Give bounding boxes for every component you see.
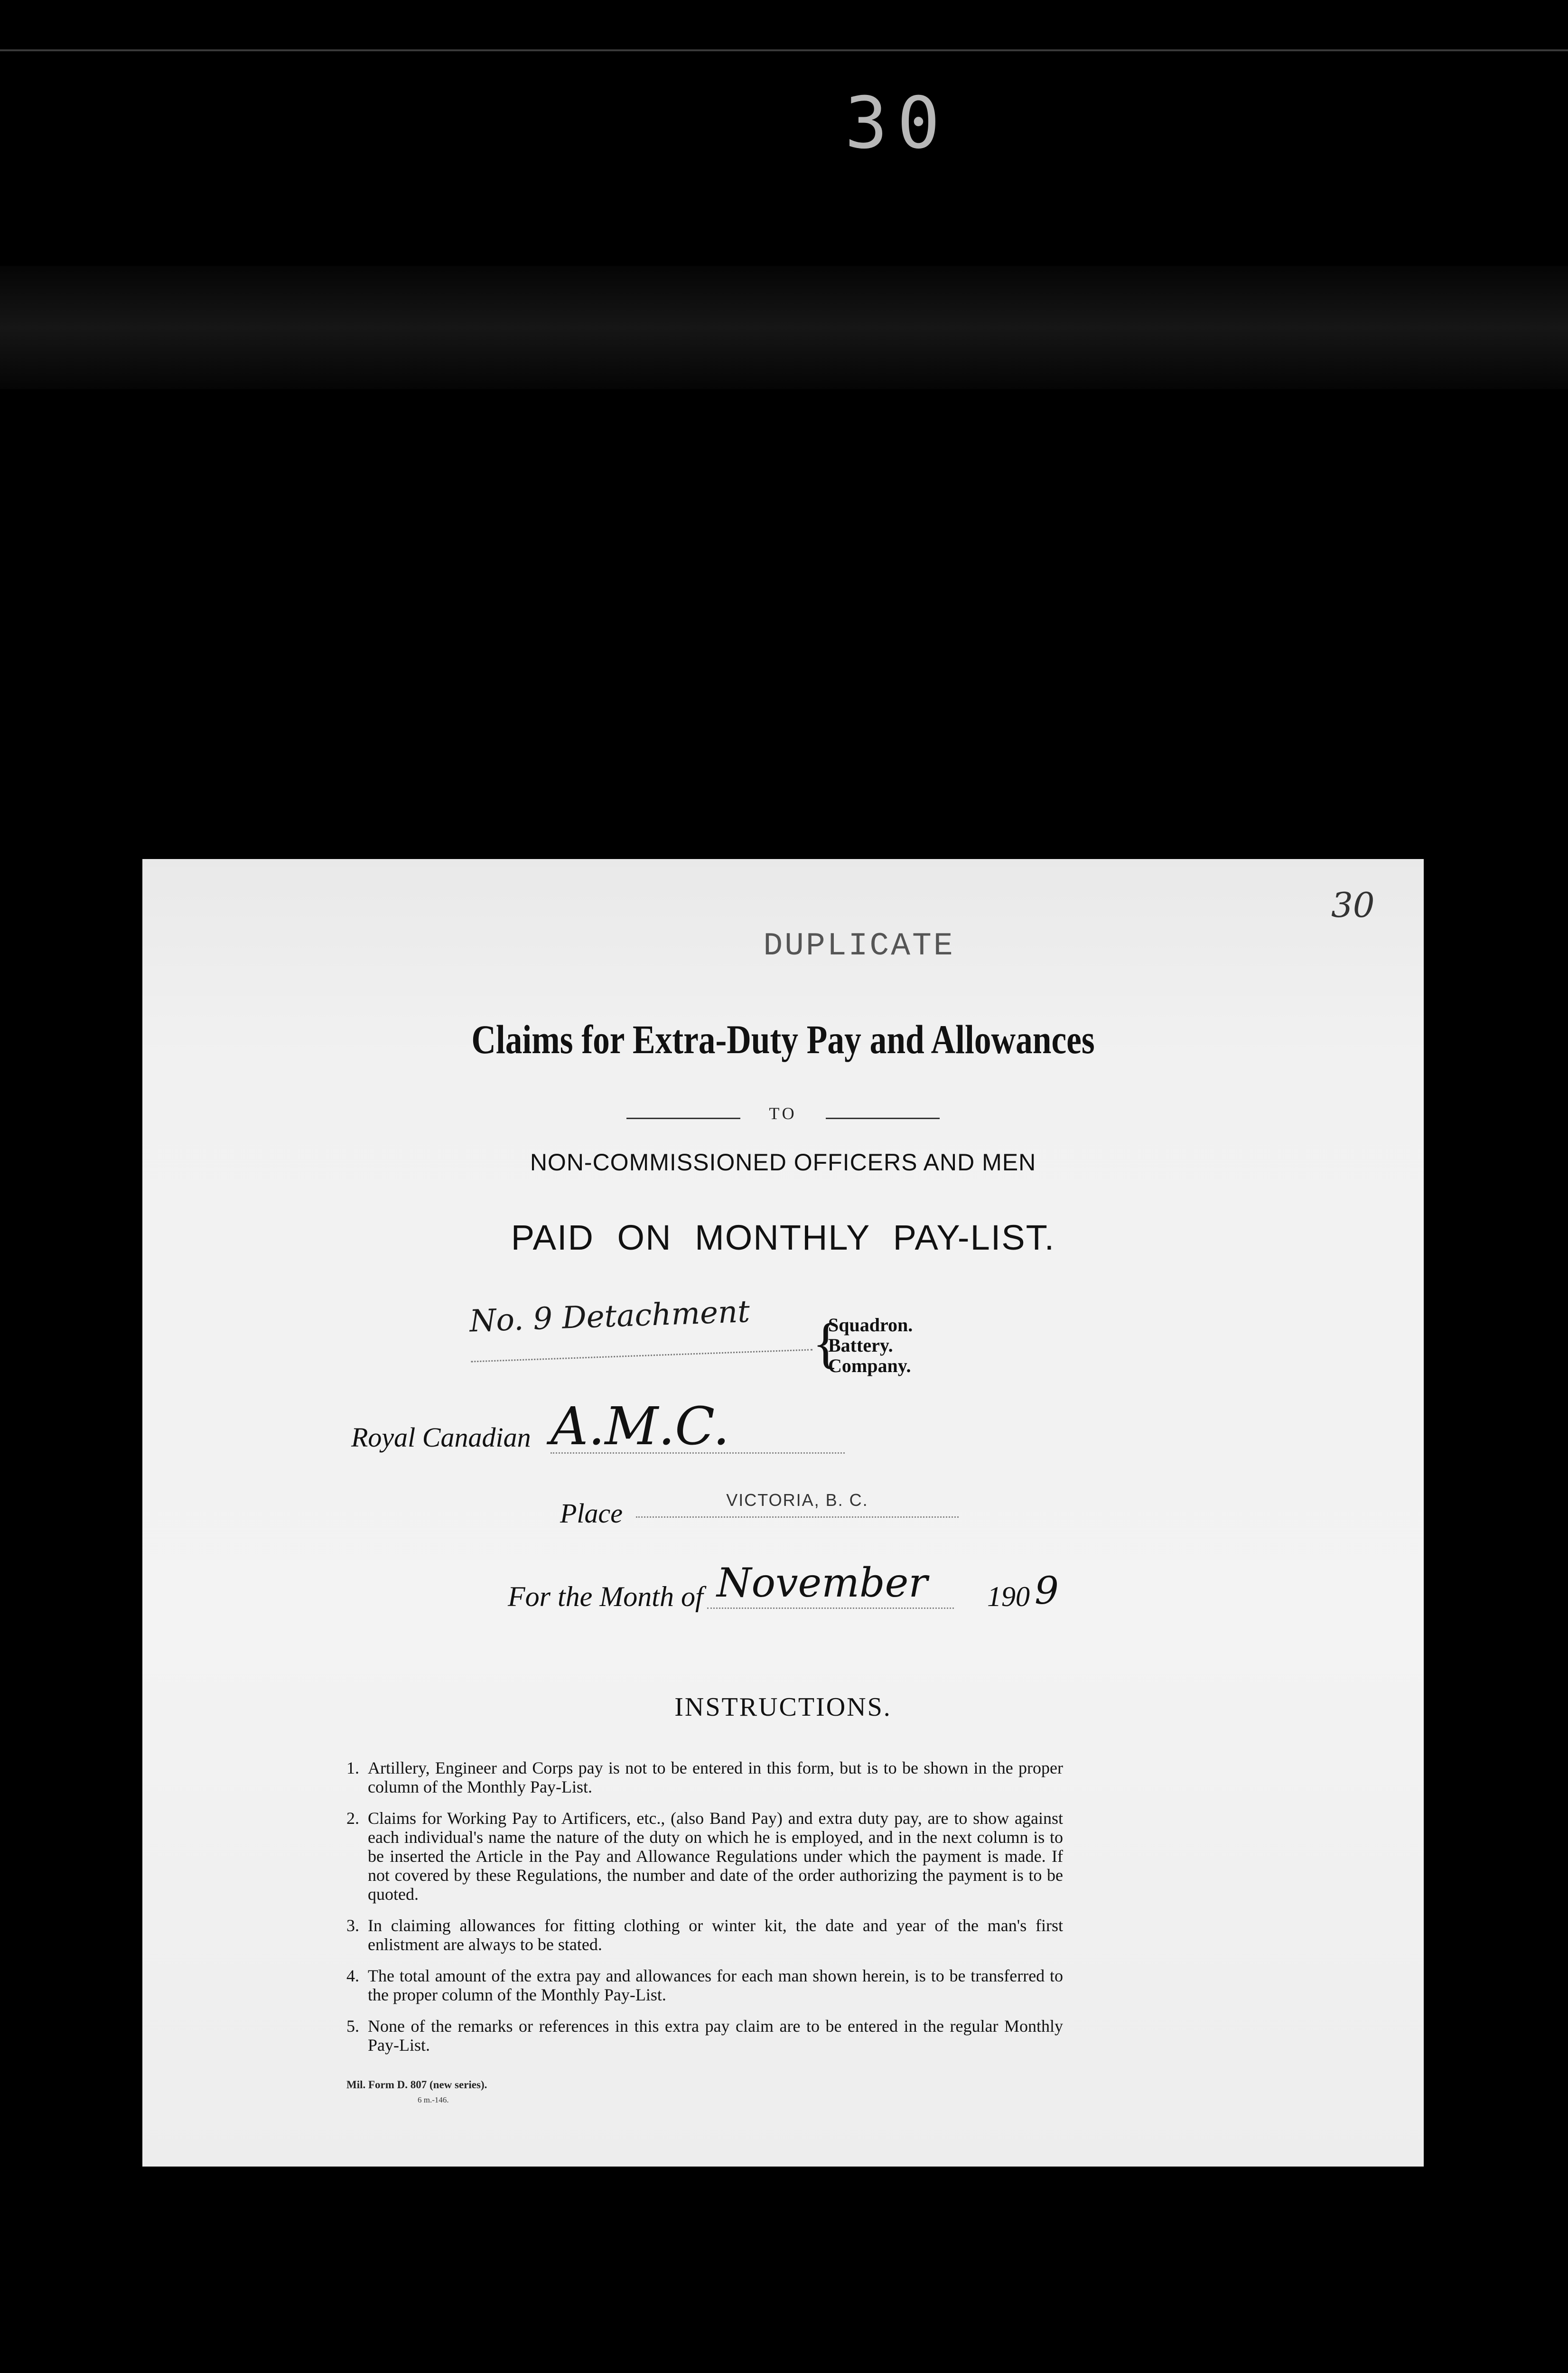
form-title: Claims for Extra-Duty Pay and Allowances bbox=[471, 1017, 1095, 1062]
instruction-item bbox=[346, 1966, 1063, 2004]
instruction-number: 4. bbox=[346, 1966, 359, 1985]
unit-options bbox=[828, 1315, 952, 1376]
instructions-list bbox=[346, 1758, 1063, 2067]
film-top-rule bbox=[0, 49, 1568, 51]
duplicate-stamp: DUPLICATE bbox=[763, 928, 955, 964]
instruction-text: In claiming allowances for fitting clothing or winter kit, the date and year of the man's first enlistment are always to be stated. bbox=[368, 1916, 1063, 1954]
instruction-item bbox=[346, 2017, 1063, 2055]
month-label: For the Month of bbox=[508, 1581, 703, 1612]
instruction-item bbox=[346, 1758, 1063, 1796]
instruction-text: The total amount of the extra pay and allowances for each man shown herein, is to be transferred to the proper column of the Monthly Pay-List. bbox=[368, 1966, 1063, 2004]
instruction-number: 5. bbox=[346, 2017, 359, 2036]
instruction-number: 2. bbox=[346, 1809, 359, 1828]
month-value: November bbox=[707, 1557, 954, 1609]
instruction-text: Claims for Working Pay to Artificers, etc., (also Band Pay) and extra duty pay, are to show against each individual's name the nature of the duty on which he is employed, and in the next column is to be inserted the Article in the Pay and Allowance Regulations under which the payment is made. If not covered by these Regulations, the number and date of the order authorizing the payment is to be quoted. bbox=[368, 1809, 1063, 1904]
print-code: 6 m.-146. bbox=[418, 2095, 449, 2104]
instructions-heading: INSTRUCTIONS. bbox=[674, 1692, 892, 1722]
instruction-number: 3. bbox=[346, 1916, 359, 1935]
unit-option-company: Company. bbox=[828, 1355, 911, 1376]
form-identifier: Mil. Form D. 807 (new series). bbox=[346, 2079, 487, 2091]
film-frame-band bbox=[0, 266, 1568, 389]
year-suffix: 9 bbox=[1035, 1569, 1059, 1613]
royal-canadian-value: A.M.C. bbox=[551, 1400, 845, 1454]
document-sheet bbox=[142, 859, 1424, 2167]
royal-canadian-label: Royal Canadian bbox=[351, 1422, 531, 1453]
instruction-text: Artillery, Engineer and Corps pay is not to be entered in this form, but is to be shown in the proper column of the Monthly Pay-List. bbox=[368, 1758, 1063, 1796]
instruction-item bbox=[346, 1809, 1063, 1904]
instruction-text: None of the remarks or references in this extra pay claim are to be entered in the regular Monthly Pay-List. bbox=[368, 2017, 1063, 2055]
form-subtitle: NON-COMMISSIONED OFFICERS AND MEN bbox=[530, 1149, 1036, 1176]
unit-brace: { bbox=[812, 1312, 840, 1374]
unit-option-squadron: Squadron. bbox=[828, 1314, 913, 1336]
paid-line: PAID ON MONTHLY PAY-LIST. bbox=[511, 1218, 1055, 1257]
unit-option-battery: Battery. bbox=[828, 1335, 893, 1356]
instruction-item bbox=[346, 1916, 1063, 1954]
unit-handwritten-field: No. 9 Detachment bbox=[469, 1292, 812, 1362]
to-divider: TO bbox=[617, 1103, 949, 1132]
year-prefix: 190 bbox=[987, 1581, 1030, 1612]
instruction-number: 1. bbox=[346, 1758, 359, 1777]
corner-page-number: 30 bbox=[1331, 885, 1375, 925]
place-label: Place bbox=[560, 1498, 623, 1529]
film-frame-number: 30 bbox=[845, 82, 950, 165]
place-value: VICTORIA, B. C. bbox=[636, 1490, 959, 1518]
